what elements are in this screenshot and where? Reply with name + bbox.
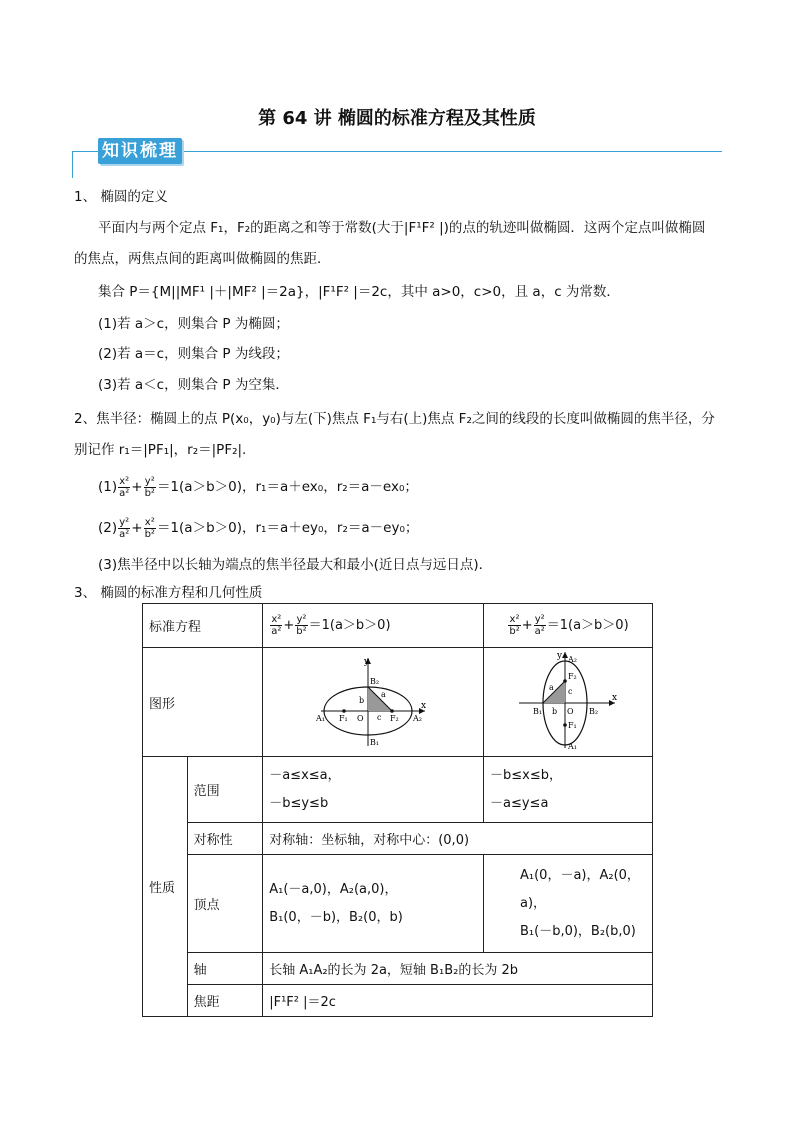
svg-text:O: O — [567, 707, 574, 716]
svg-text:A₁: A₁ — [568, 742, 577, 751]
s1-heading: 1、 椭圆的定义 — [74, 189, 168, 205]
svg-text:a: a — [381, 690, 386, 699]
svg-text:x: x — [421, 701, 427, 711]
std-eq-vertical: $\frac{\text{x²}}{\text{b²}}$ + $\frac{\text{y²}}{\text{a²}}$ ＝1(a＞b＞0) — [484, 604, 653, 648]
range-label: 范围 — [187, 757, 263, 823]
sym-label: 对称性 — [187, 823, 263, 855]
graph-vertical — [484, 648, 653, 757]
svg-text:c: c — [377, 713, 382, 722]
svg-text:F₁: F₁ — [339, 714, 348, 723]
std-eq-horizontal: $\frac{\text{x²}}{\text{a²}}$ + $\frac{\text{y²}}{\text{b²}}$ ＝1(a＞b＞0) — [263, 604, 484, 648]
svg-text:a: a — [549, 683, 554, 692]
svg-text:c: c — [568, 687, 573, 696]
svg-text:A₂: A₂ — [568, 655, 577, 664]
std-label: 标准方程 — [143, 604, 263, 648]
svg-text:O: O — [357, 714, 364, 723]
s1-case3: (3)若 a＜c，则集合 P 为空集． — [98, 377, 289, 393]
svg-text:A₂: A₂ — [413, 714, 423, 723]
svg-text:F₂: F₂ — [568, 672, 577, 681]
s2-p2: 别记作 r₁＝|PF₁|，r₂＝|PF₂|. — [74, 442, 247, 458]
vertices-vertical: A₁(0，－a)，A₂(0， a)， B₁(－b,0)，B₂(b,0) — [484, 855, 653, 953]
s2-case3: (3)焦半径中以长轴为端点的焦半径最大和最小(近日点与远日点)． — [98, 557, 493, 573]
s1-p1: 平面内与两个定点 F₁，F₂的距离之和等于常数(大于|F¹F² |)的点的轨迹叫做椭圆．这两个定点叫做椭圆 — [98, 220, 706, 236]
vert-label: 顶点 — [187, 855, 263, 953]
focal-text: |F¹F² |＝2c — [263, 985, 653, 1017]
svg-text:b: b — [359, 696, 365, 705]
graph-horizontal — [263, 648, 484, 757]
axis-label: 轴 — [187, 953, 263, 985]
graph-label: 图形 — [143, 648, 263, 757]
s1-case1: (1)若 a＞c，则集合 P 为椭圆； — [98, 316, 289, 332]
props-label: 性质 — [143, 757, 188, 1017]
svg-text:F₁: F₁ — [568, 721, 577, 730]
s1-case2: (2)若 a＝c，则集合 P 为线段； — [98, 346, 289, 362]
svg-text:B₂: B₂ — [370, 677, 380, 686]
range-horizontal: －a≤x≤a， －b≤y≤b — [263, 757, 484, 823]
page-title: 第 64 讲 椭圆的标准方程及其性质 — [258, 108, 536, 129]
s2-formula2: (2) $\frac{\text{y²}}{\text{a²}}$ + $\frac{\text{x²}}{\text{b²}}$ ＝1(a＞b＞0)，r₁＝a＋ey₀，r₂＝a－ey₀； — [98, 516, 419, 540]
svg-text:B₁: B₁ — [370, 738, 380, 747]
svg-text:B₂: B₂ — [589, 707, 599, 716]
symmetry: 对称轴：坐标轴，对称中心：(0,0) — [263, 823, 653, 855]
s2-formula1: (1) $\frac{\text{x²}}{\text{a²}}$ + $\frac{\text{y²}}{\text{b²}}$ ＝1(a＞b＞0)，r₁＝a＋ex₀，r₂＝a－ex₀； — [98, 475, 418, 499]
banner-label: 知识梳理 — [98, 138, 182, 164]
focal-label: 焦距 — [187, 985, 263, 1017]
s3-heading: 3、 椭圆的标准方程和几何性质 — [74, 585, 263, 601]
svg-text:x: x — [612, 693, 618, 703]
s2-p1: 2、焦半径：椭圆上的点 P(x₀，y₀)与左(下)焦点 F₁与右(上)焦点 F₂之间的线段的长度叫做椭圆的焦半径，分 — [74, 411, 715, 427]
section-banner — [72, 138, 722, 178]
vertices-horizontal: A₁(－a,0)，A₂(a,0)， B₁(0，－b)，B₂(0，b) — [263, 855, 484, 953]
ellipse-vertical-figure — [513, 648, 623, 752]
range-vertical: －b≤x≤b， －a≤y≤a — [484, 757, 653, 823]
svg-text:y: y — [557, 651, 563, 661]
svg-text:B₁: B₁ — [533, 707, 543, 716]
s1-p2: 的焦点，两焦点间的距离叫做椭圆的焦距． — [74, 251, 331, 267]
ellipse-horizontal-figure — [313, 650, 433, 750]
svg-text:A₁: A₁ — [316, 714, 326, 723]
svg-text:b: b — [552, 707, 558, 716]
s1-p3: 集合 P＝{M||MF¹ |＋|MF² |＝2a}，|F¹F² |＝2c，其中 a>0，c>0，且 a，c 为常数． — [98, 284, 620, 300]
properties-table — [142, 603, 653, 1017]
svg-text:F₂: F₂ — [390, 714, 399, 723]
axis-text: 长轴 A₁A₂的长为 2a，短轴 B₁B₂的长为 2b — [263, 953, 653, 985]
svg-text:y: y — [364, 657, 370, 667]
